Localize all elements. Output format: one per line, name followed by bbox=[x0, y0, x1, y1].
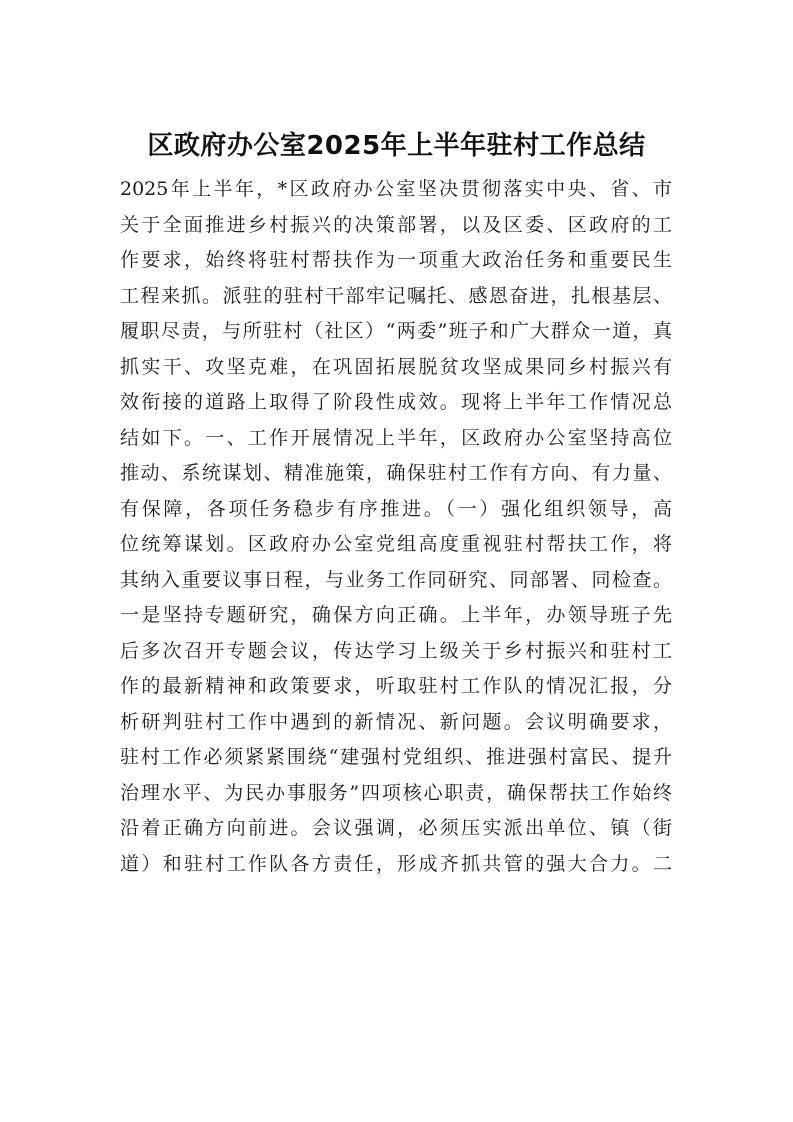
body-line: 其纳入重要议事日程，与业务工作同研究、同部署、同检查。 bbox=[120, 568, 672, 591]
body-line: 作要求，始终将驻村帮扶作为一项重大政治任务和重要民生 bbox=[120, 249, 672, 271]
body-line: 有保障，各项任务稳步有序推进。（一）强化组织领导，高 bbox=[120, 497, 672, 520]
body-line: 履职尽责，与所驻村（社区）“两委”班子和广大群众一道，真 bbox=[120, 320, 672, 342]
body-line: 沿着正确方向前进。会议强调，必须压实派出单位、镇（街 bbox=[120, 817, 672, 839]
body-line: 驻村工作必须紧紧围绕“建强村党组织、推进强村富民、提升 bbox=[120, 746, 672, 768]
body-line: 道）和驻村工作队各方责任，形成齐抓共管的强大合力。二 bbox=[120, 852, 672, 875]
body-line: 关于全面推进乡村振兴的决策部署，以及区委、区政府的工 bbox=[120, 213, 672, 236]
body-line: 后多次召开专题会议，传达学习上级关于乡村振兴和驻村工 bbox=[120, 639, 672, 662]
body-line: 推动、系统谋划、精准施策，确保驻村工作有方向、有力量、 bbox=[120, 462, 672, 484]
body-line: 工程来抓。派驻的驻村干部牢记嘱托、感恩奋进，扎根基层、 bbox=[120, 284, 672, 307]
body-line: 一是坚持专题研究，确保方向正确。上半年，办领导班子先 bbox=[120, 604, 672, 626]
body-line: 2025年上半年，*区政府办公室坚决贯彻落实中央、省、市 bbox=[120, 178, 672, 200]
body-line: 位统筹谋划。区政府办公室党组高度重视驻村帮扶工作，将 bbox=[120, 533, 672, 555]
body-line: 结如下。一、工作开展情况上半年，区政府办公室坚持高位 bbox=[120, 426, 672, 449]
document-title: 区政府办公室2025年上半年驻村工作总结 bbox=[147, 131, 646, 161]
body-line: 治理水平、为民办事服务”四项核心职责，确保帮扶工作始终 bbox=[120, 781, 672, 804]
body-line: 抓实干、攻坚克难，在巩固拓展脱贫攻坚成果同乡村振兴有 bbox=[120, 355, 672, 378]
document-body bbox=[120, 172, 672, 882]
body-line: 效衔接的道路上取得了阶段性成效。现将上半年工作情况总 bbox=[120, 391, 672, 413]
body-line: 作的最新精神和政策要求，听取驻村工作队的情况汇报，分 bbox=[120, 675, 672, 697]
body-line: 析研判驻村工作中遇到的新情况、新问题。会议明确要求， bbox=[120, 710, 672, 733]
